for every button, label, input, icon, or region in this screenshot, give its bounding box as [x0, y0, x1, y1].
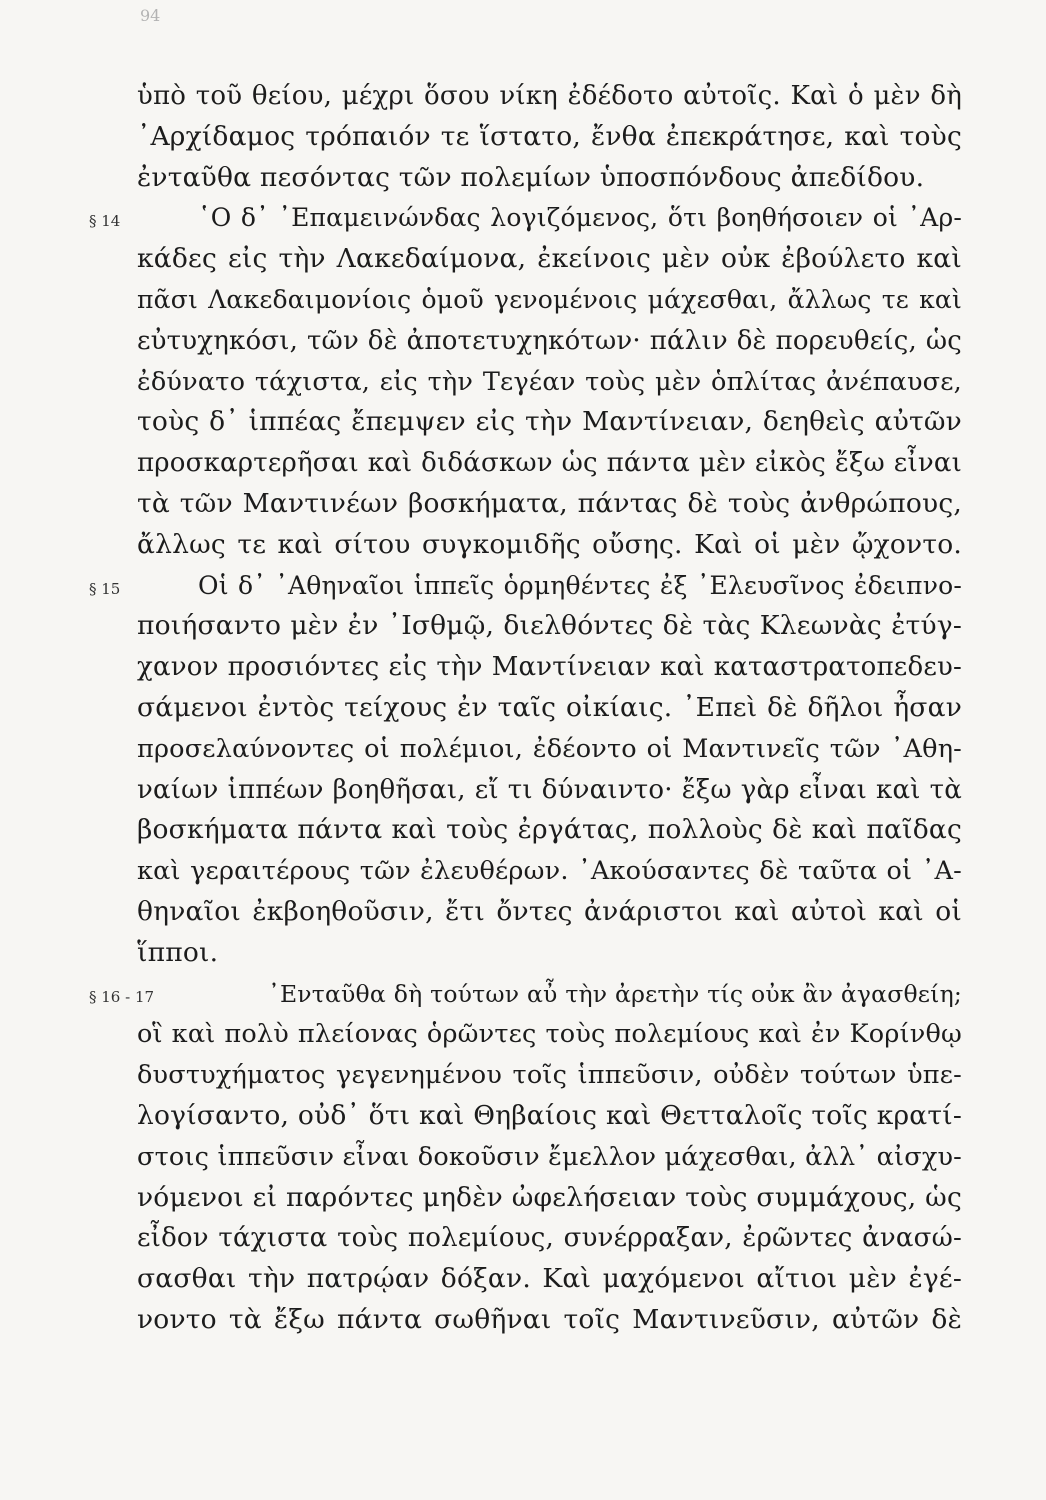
- line-text: ναίων ἱππέων βοηθῆσαι, εἴ τι δύναιντο· ἔξω γὰρ εἶναι καὶ τὰ: [137, 774, 962, 805]
- line-text: προσελαύνοντες οἱ πολέμιοι, ἐδέοντο οἱ Μαντινεῖς τῶν ᾿Αθη-: [137, 733, 962, 764]
- text-line: [0, 1055, 1046, 1096]
- line-text: δυστυχήματος γεγενημένου τοῖς ἱππεῦσιν, οὐδὲν τούτων ὑπε-: [137, 1060, 962, 1091]
- text-line: [0, 484, 1046, 525]
- text-line: [0, 525, 1046, 566]
- line-text: λογίσαντο, οὐδ᾿ ὅτι καὶ Θηβαίοις καὶ Θετταλοῖς τοῖς κρατί-: [137, 1099, 962, 1131]
- text-line: [0, 402, 1046, 443]
- line-text: ἐδύνατο τάχιστα, εἰς τὴν Τεγέαν τοὺς μὲν ὁπλίτας ἀνέπαυσε,: [137, 366, 962, 397]
- line-text: εὐτυχηκόσι, τῶν δὲ ἀποτετυχηκότων· πάλιν δὲ πορευθείς, ὡς: [137, 325, 962, 356]
- line-text: στοις ἱππεῦσιν εἶναι δοκοῦσιν ἔμελλον μάχεσθαι, ἀλλ᾿ αἰσχυ-: [137, 1141, 962, 1172]
- line-text: νόμενοι εἰ παρόντες μηδὲν ὠφελήσειαν τοὺς συμμάχους, ὡς: [137, 1181, 962, 1213]
- line-text: οἳ καὶ πολὺ πλείονας ὁρῶντες τοὺς πολεμίους καὶ ἐν Κορίνθῳ: [137, 1019, 962, 1050]
- text-line: [0, 892, 1046, 933]
- line-text: τοὺς δ᾿ ἱππέας ἔπεμψεν εἰς τὴν Μαντίνειαν, δεηθεὶς αὐτῶν: [137, 406, 962, 438]
- line-text: εἶδον τάχιστα τοὺς πολεμίους, συνέρραξαν, ἐρῶντες ἀνασώ-: [137, 1223, 962, 1254]
- text-line: [0, 158, 1046, 199]
- section-marker-16-17: § 16 - 17: [89, 987, 155, 1006]
- text-line: [0, 443, 1046, 484]
- text-line: [0, 117, 1046, 158]
- text-line: [0, 770, 1046, 811]
- text-line: [0, 566, 1046, 607]
- text-line: [0, 362, 1046, 403]
- line-text: καὶ γεραιτέρους τῶν ἐλευθέρων. ᾿Ακούσαντες δὲ ταῦτα οἱ ᾿Α-: [137, 856, 962, 887]
- text-line: [0, 974, 1046, 1015]
- text-line: [0, 729, 1046, 770]
- text-line: [0, 321, 1046, 362]
- line-text: ὑπὸ τοῦ θείου, μέχρι ὅσου νίκη ἐδέδοτο αὐτοῖς. Καὶ ὁ μὲν δὴ: [137, 81, 962, 111]
- text-line: [0, 688, 1046, 729]
- line-text: πᾶσι Λακεδαιμονίοις ὁμοῦ γενομένοις μάχεσθαι, ἄλλως τε καὶ: [137, 284, 962, 314]
- line-text: ᾿Αρχίδαμος τρόπαιόν τε ἵστατο, ἔνθα ἐπεκράτησε, καὶ τοὺς: [137, 120, 962, 152]
- text-line: [0, 1137, 1046, 1178]
- line-text: προσκαρτερῆσαι καὶ διδάσκων ὡς πάντα μὲν εἰκὸς ἔξω εἶναι: [137, 448, 962, 479]
- section-marker-14: § 14: [89, 212, 121, 231]
- text-line: [0, 1300, 1046, 1341]
- section-marker-15: § 15: [89, 579, 121, 598]
- line-text: ῾Ο δ᾿ ᾿Επαμεινώνδας λογιζόμενος, ὅτι βοηθήσοιεν οἱ ᾿Αρ-: [198, 203, 962, 233]
- text-line: [0, 239, 1046, 280]
- text-line: [0, 647, 1046, 688]
- text-line: [0, 1096, 1046, 1137]
- line-text: τὰ τῶν Μαντινέων βοσκήματα, πάντας δὲ τοὺς ἀνθρώπους,: [137, 487, 962, 519]
- text-line: [0, 851, 1046, 892]
- line-text: ἐνταῦθα πεσόντας τῶν πολεμίων ὑποσπόνδους ἀπεδίδου.: [137, 161, 925, 193]
- text-line: [0, 1178, 1046, 1219]
- text-line: [0, 606, 1046, 647]
- line-text: σάμενοι ἐντὸς τείχους ἐν ταῖς οἰκίαις. ᾿Επεὶ δὲ δῆλοι ἦσαν: [137, 691, 962, 723]
- line-text: θηναῖοι ἐκβοηθοῦσιν, ἔτι ὄντες ἀνάριστοι καὶ αὐτοὶ καὶ οἱ: [137, 895, 962, 927]
- line-text: χανον προσιόντες εἰς τὴν Μαντίνειαν καὶ καταστρατοπεδευ-: [137, 652, 962, 683]
- line-text: κάδες εἰς τὴν Λακεδαίμονα, ἐκείνοις μὲν οὐκ ἐβούλετο καὶ: [137, 243, 962, 275]
- line-text: ἄλλως τε καὶ σίτου συγκομιδῆς οὔσης. Καὶ οἱ μὲν ᾤχοντο.: [137, 528, 962, 560]
- page-number: 94: [140, 6, 161, 25]
- text-line: [0, 1259, 1046, 1300]
- line-text: ἵπποι.: [137, 936, 219, 968]
- text-line: [0, 1014, 1046, 1055]
- line-text: Οἱ δ᾿ ᾿Αθηναῖοι ἱππεῖς ὁρμηθέντες ἐξ ᾿Ελευσῖνος ἐδειπνο-: [198, 570, 962, 600]
- body-text: [0, 76, 1046, 1341]
- line-text: ᾿Ενταῦθα δὴ τούτων αὖ τὴν ἀρετὴν τίς οὐκ ἂν ἀγασθείη;: [268, 979, 962, 1008]
- line-text: βοσκήματα πάντα καὶ τοὺς ἐργάτας, πολλοὺς δὲ καὶ παῖδας: [137, 814, 962, 846]
- line-text: νοντο τὰ ἔξω πάντα σωθῆναι τοῖς Μαντινεῦσιν, αὐτῶν δὲ: [137, 1303, 962, 1335]
- text-line: [0, 280, 1046, 321]
- text-line: [0, 198, 1046, 239]
- text-line: [0, 1218, 1046, 1259]
- text-line: [0, 933, 1046, 974]
- text-line: [0, 810, 1046, 851]
- text-line: [0, 76, 1046, 117]
- line-text: ποιήσαντο μὲν ἐν ᾿Ισθμῷ, διελθόντες δὲ τὰς Κλεωνὰς ἐτύγ-: [137, 610, 962, 642]
- line-text: σασθαι τὴν πατρῴαν δόξαν. Καὶ μαχόμενοι αἴτιοι μὲν ἐγέ-: [137, 1263, 962, 1295]
